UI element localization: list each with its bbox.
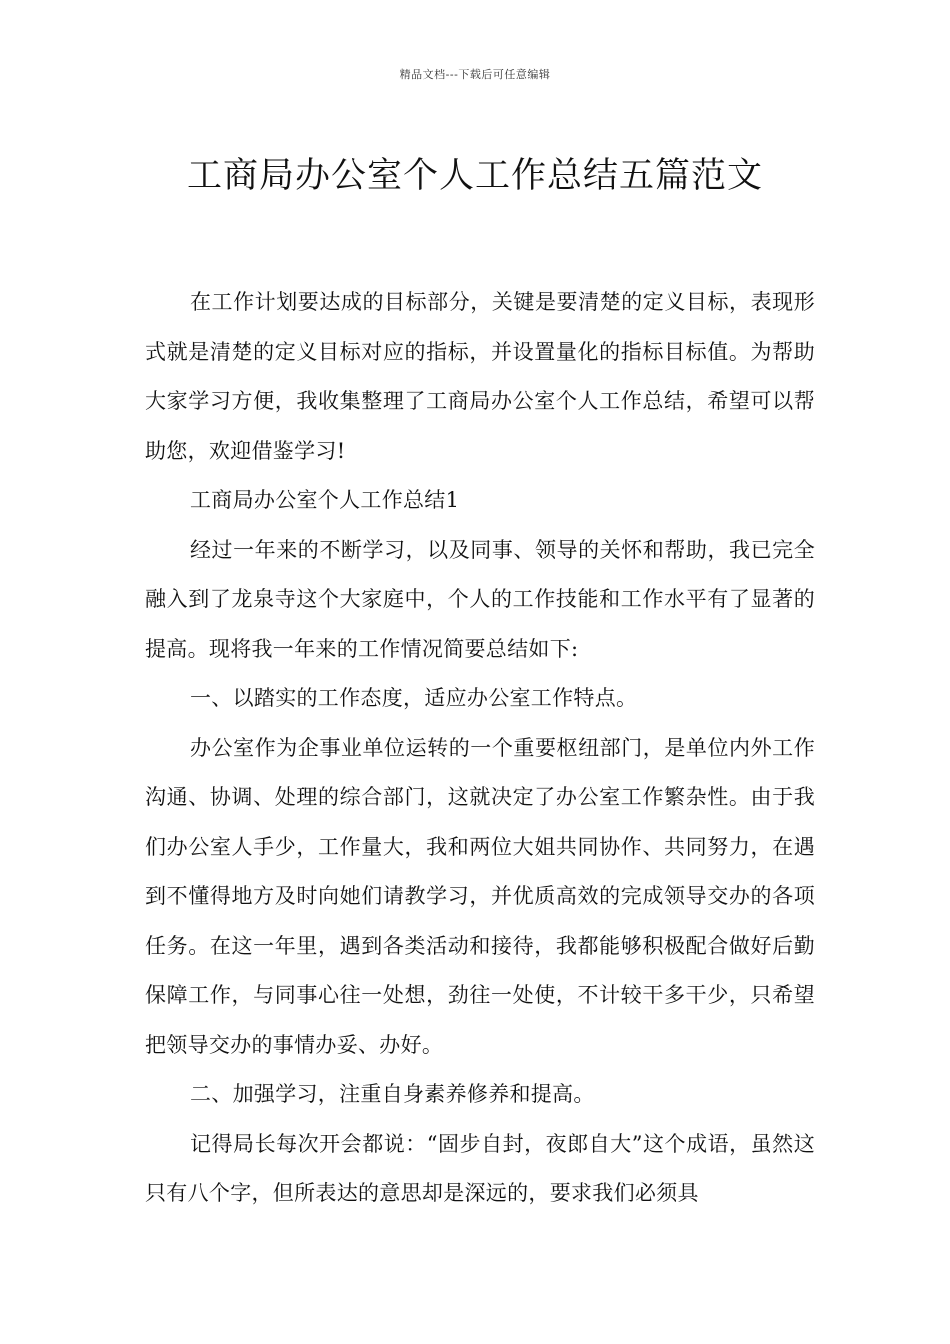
paragraph-office-work: 办公室作为企事业单位运转的一个重要枢纽部门，是单位内外工作沟通、协调、处理的综合部门，这就决定了办公室工作繁杂性。由于我们办公室人手少，工作量大，我和两位大姐共同协作、共同努力，在遇到不懂得地方及时向她们请教学习，并优质高效的完成领导交办的各项任务。在这一年里，遇到各类活动和接待，我都能够积极配合做好后勤保障工作，与同事心往一处想，劲往一处使，不计较干多干少，只希望把领导交办的事情办妥、办好。 xyxy=(145,735,815,1057)
subheading-1: 一、以踏实的工作态度，适应办公室工作特点。 xyxy=(190,686,638,710)
paragraph-summary-intro: 经过一年来的不断学习，以及同事、领导的关怀和帮助，我已完全融入到了龙泉寺这个大家庭中，个人的工作技能和工作水平有了显著的提高。现将我一年来的工作情况简要总结如下: xyxy=(145,537,815,661)
paragraph-learning: 记得局长每次开会都说：“固步自封，夜郎自大”这个成语，虽然这只有八个字，但所表达的意思却是深远的，要求我们必须具 xyxy=(145,1131,815,1205)
intro-paragraph: 在工作计划要达成的目标部分，关键是要清楚的定义目标，表现形式就是清楚的定义目标对应的指标，并设置量化的指标目标值。为帮助大家学习方便，我收集整理了工商局办公室个人工作总结，希望可以帮助您，欢迎借鉴学习! xyxy=(145,290,815,463)
header-note: 精品文档---下载后可任意编辑 xyxy=(399,68,551,81)
section-title-1: 工商局办公室个人工作总结1 xyxy=(190,488,460,512)
subheading-2: 二、加强学习，注重自身素养修养和提高。 xyxy=(190,1082,595,1106)
document-body xyxy=(145,278,815,1219)
document-title: 工商局办公室个人工作总结五篇范文 xyxy=(186,156,763,197)
